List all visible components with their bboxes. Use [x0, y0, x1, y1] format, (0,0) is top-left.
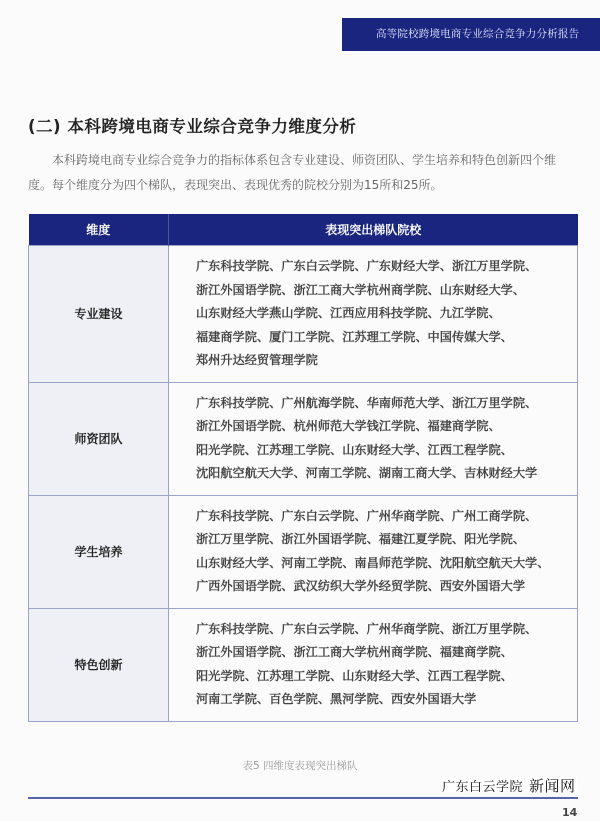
footer-rule	[28, 797, 578, 799]
school-line: 福建商学院、厦门工学院、江苏理工学院、中国传媒大学、	[196, 329, 513, 344]
school-line: 广东科技学院、广东白云学院、广州华商学院、广州工商学院、	[196, 508, 538, 523]
school-line: 山东财经大学燕山学院、江西应用科技学院、九江学院、	[196, 306, 501, 320]
schools-cell	[169, 495, 578, 608]
schools-cell	[169, 382, 578, 495]
dimension-table	[28, 214, 578, 722]
school-line: 山东财经大学、河南工学院、南昌师范学院、沈阳航空航天大学、	[196, 555, 550, 570]
school-line: 浙江外国语学院、浙江工商大学杭州商学院、福建商学院、	[196, 645, 513, 659]
school-line: 河南工学院、百色学院、黑河学院、西安外国语大学	[196, 692, 477, 706]
school-line: 阳光学院、江苏理工学院、山东财经大学、江西工程学院、	[196, 668, 513, 683]
school-line: 广东科技学院、广东白云学院、广东财经大学、浙江万里学院、	[196, 259, 538, 273]
page-number: 14	[562, 806, 578, 819]
watermark-left: 广东白云学院	[442, 780, 524, 795]
school-line: 广西外国语学院、武汉纺织大学外经贸学院、西安外国语大学	[196, 579, 526, 593]
school-line: 浙江外国语学院、杭州师范大学钱江学院、福建商学院、	[196, 419, 501, 433]
dimension-cell: 专业建设	[29, 246, 169, 383]
table-header-row	[29, 214, 578, 246]
header-dimension: 维度	[29, 214, 169, 246]
table-row	[29, 495, 578, 608]
watermark-right: 新闻网	[529, 777, 576, 795]
school-line: 广东科技学院、广东白云学院、广州华商学院、浙江万里学院、	[196, 621, 538, 636]
school-line: 广东科技学院、广州航海学院、华南师范大学、浙江万里学院、	[196, 395, 538, 410]
watermark	[440, 777, 578, 795]
dimension-cell: 特色创新	[29, 608, 169, 721]
section-title: (二) 本科跨境电商专业综合竞争力维度分析	[28, 117, 357, 136]
schools-cell	[169, 608, 578, 721]
table-row	[29, 382, 578, 495]
school-line: 浙江外国语学院、浙江工商大学杭州商学院、山东财经大学、	[196, 282, 526, 297]
dimension-cell: 学生培养	[29, 495, 169, 608]
school-line: 郑州升达经贸管理学院	[196, 353, 318, 367]
school-line: 阳光学院、江苏理工学院、山东财经大学、江西工程学院、	[196, 442, 513, 457]
dimension-cell: 师资团队	[29, 382, 169, 495]
table-caption: 表5 四维度表现突出梯队	[242, 760, 358, 772]
school-line: 沈阳航空航天大学、河南工学院、湖南工商大学、吉林财经大学	[196, 466, 538, 480]
report-header-banner: 高等院校跨境电商专业综合竞争力分析报告	[342, 18, 600, 51]
intro-paragraph: 本科跨境电商专业综合竞争力的指标体系包含专业建设、师资团队、学生培养和特色创新四个维度。每个维度分为四个梯队，表现突出、表现优秀的院校分别为15所和25所。	[28, 153, 557, 192]
schools-cell	[169, 246, 578, 383]
school-line: 浙江万里学院、浙江外国语学院、福建江夏学院、阳光学院、	[196, 532, 526, 546]
header-schools: 表现突出梯队院校	[169, 214, 578, 246]
table-row	[29, 608, 578, 721]
table-row	[29, 246, 578, 383]
